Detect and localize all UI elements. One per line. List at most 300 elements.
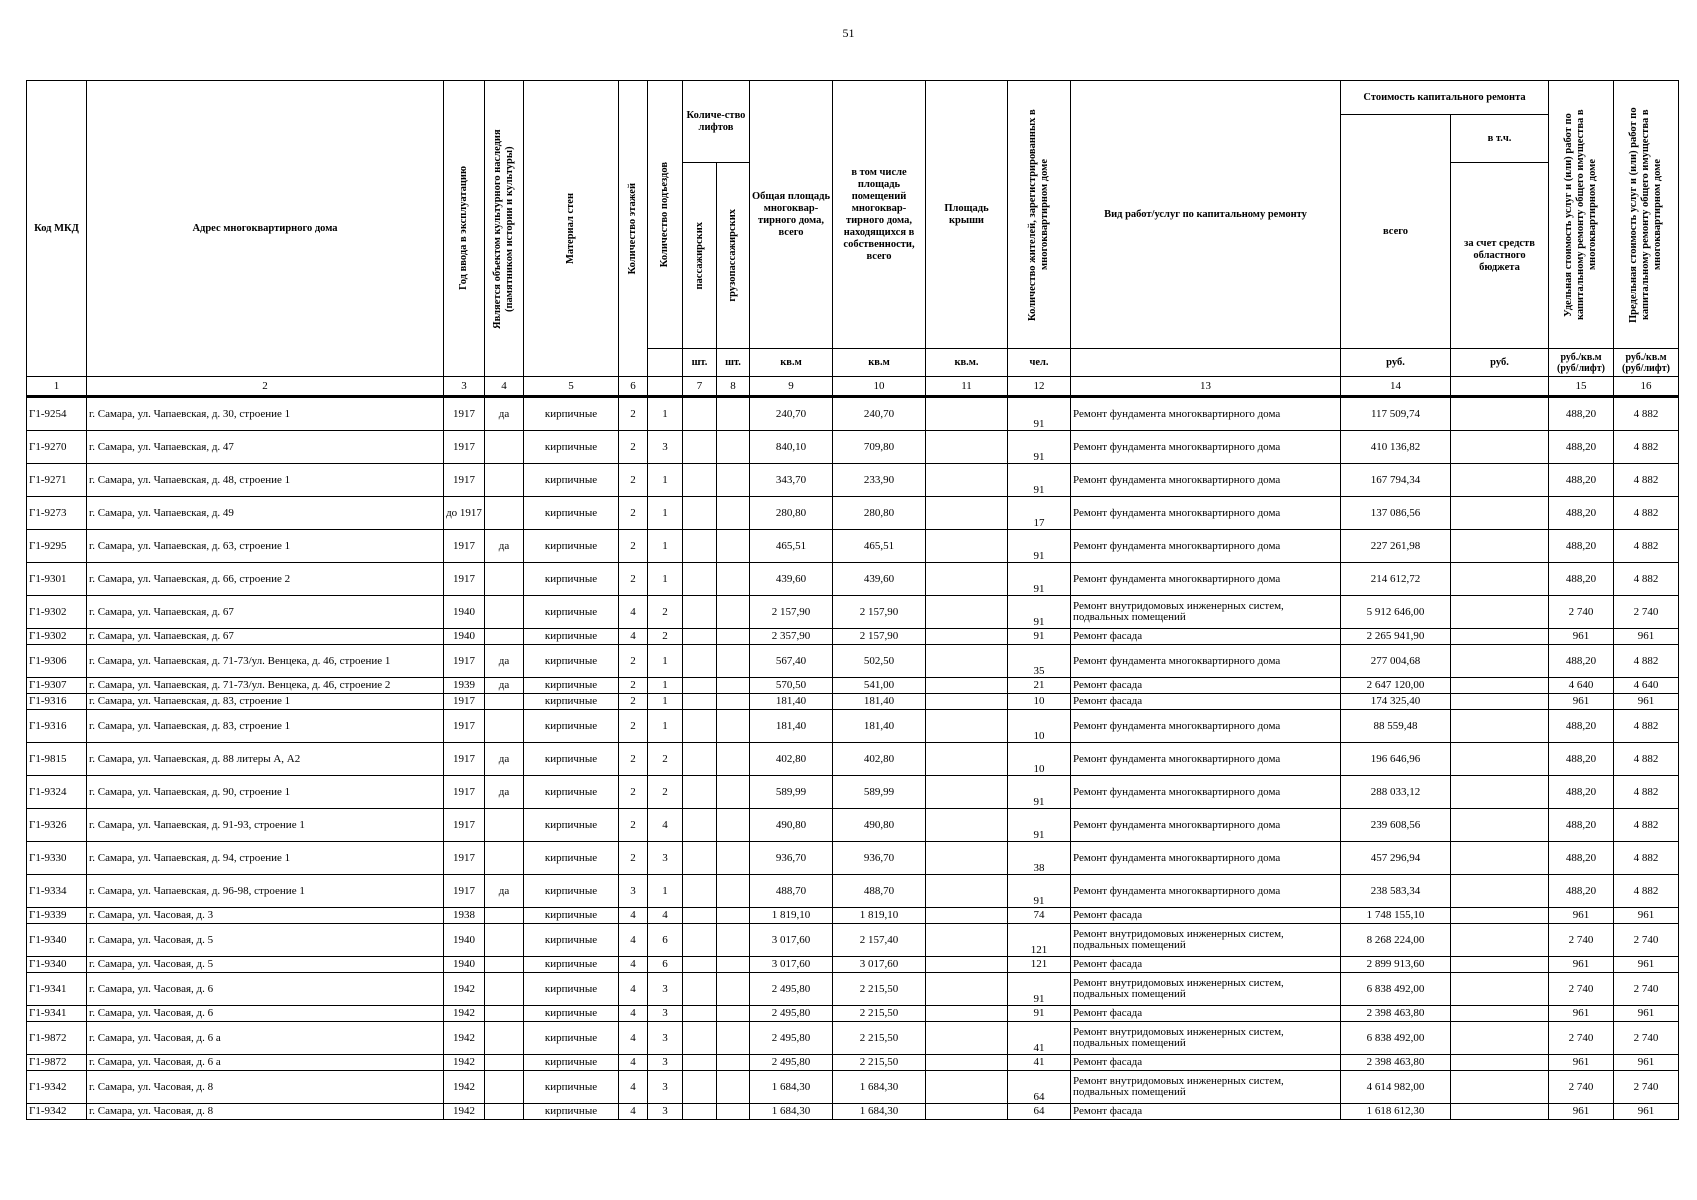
unit-cost: 2 740 [1549, 973, 1614, 1006]
page-number: 51 [842, 26, 855, 40]
total-area: 1 684,30 [750, 1071, 833, 1104]
work-type: Ремонт фундамента многоквартирного дома [1071, 497, 1341, 530]
roof-area [926, 842, 1008, 875]
unit-cost: 488,20 [1549, 809, 1614, 842]
roof-area [926, 678, 1008, 694]
unit-cost: 961 [1549, 957, 1614, 973]
passenger-lifts [683, 776, 717, 809]
passenger-lifts [683, 743, 717, 776]
work-type: Ремонт фундамента многоквартирного дома [1071, 431, 1341, 464]
wall-material: кирпичные [524, 464, 619, 497]
table-row [27, 645, 1679, 678]
cost-total: 8 268 224,00 [1341, 924, 1451, 957]
wall-material: кирпичные [524, 924, 619, 957]
mkd-code: Г1-9340 [27, 924, 87, 957]
owned-area: 402,80 [833, 743, 926, 776]
heritage-flag [485, 809, 524, 842]
total-area: 181,40 [750, 710, 833, 743]
address: г. Самара, ул. Чапаевская, д. 83, строение 1 [87, 710, 444, 743]
wall-material: кирпичные [524, 397, 619, 431]
work-type: Ремонт фундамента многоквартирного дома [1071, 530, 1341, 563]
entrance-count: 3 [648, 1022, 683, 1055]
roof-area [926, 908, 1008, 924]
header-year-cell [444, 81, 485, 377]
cost-total: 239 608,56 [1341, 809, 1451, 842]
cost-regional [1451, 908, 1549, 924]
cost-total: 2 398 463,80 [1341, 1055, 1451, 1071]
cost-regional [1451, 497, 1549, 530]
heritage-flag [485, 629, 524, 645]
residents-count: 64 [1008, 1104, 1071, 1120]
header-cost-group: Стоимость капитального ремонта [1341, 81, 1549, 115]
table-row [27, 694, 1679, 710]
cargo-lifts [717, 776, 750, 809]
commission-year: 1917 [444, 464, 485, 497]
passenger-lifts [683, 530, 717, 563]
cost-total: 227 261,98 [1341, 530, 1451, 563]
commission-year: 1942 [444, 1022, 485, 1055]
column-number: 16 [1614, 377, 1679, 397]
floor-count: 2 [619, 530, 648, 563]
wall-material: кирпичные [524, 629, 619, 645]
unit-cost: 2 740 [1549, 1071, 1614, 1104]
passenger-lifts [683, 645, 717, 678]
max-cost: 4 882 [1614, 776, 1679, 809]
heritage-flag [485, 694, 524, 710]
wall-material: кирпичные [524, 645, 619, 678]
work-type: Ремонт фасада [1071, 629, 1341, 645]
total-area: 181,40 [750, 694, 833, 710]
header-incl: в т.ч. [1451, 115, 1549, 163]
cargo-lifts [717, 694, 750, 710]
residents-count: 10 [1008, 710, 1071, 743]
cost-regional [1451, 1055, 1549, 1071]
owned-area: 709,80 [833, 431, 926, 464]
roof-area [926, 645, 1008, 678]
unit-entrances [648, 349, 683, 377]
cost-total: 5 912 646,00 [1341, 596, 1451, 629]
heritage-flag: да [485, 645, 524, 678]
cost-regional [1451, 743, 1549, 776]
mkd-code: Г1-9326 [27, 809, 87, 842]
wall-material: кирпичные [524, 842, 619, 875]
cost-regional [1451, 1071, 1549, 1104]
heritage-flag: да [485, 776, 524, 809]
owned-area: 3 017,60 [833, 957, 926, 973]
cost-regional [1451, 464, 1549, 497]
commission-year: 1940 [444, 957, 485, 973]
passenger-lifts [683, 973, 717, 1006]
passenger-lifts [683, 694, 717, 710]
max-cost: 2 740 [1614, 973, 1679, 1006]
heritage-flag [485, 710, 524, 743]
work-type: Ремонт фасада [1071, 678, 1341, 694]
unit-cost: 488,20 [1549, 530, 1614, 563]
total-area: 2 157,90 [750, 596, 833, 629]
heritage-flag [485, 1071, 524, 1104]
table-row [27, 973, 1679, 1006]
floor-count: 2 [619, 397, 648, 431]
table-row [27, 530, 1679, 563]
total-area: 2 495,80 [750, 1022, 833, 1055]
owned-area: 2 157,90 [833, 596, 926, 629]
owned-area: 1 684,30 [833, 1071, 926, 1104]
header-lifts-cargo-cell [717, 163, 750, 349]
mkd-code: Г1-9815 [27, 743, 87, 776]
heritage-flag [485, 1006, 524, 1022]
address: г. Самара, ул. Чапаевская, д. 66, строение 2 [87, 563, 444, 596]
mkd-code: Г1-9342 [27, 1071, 87, 1104]
mkd-code: Г1-9254 [27, 397, 87, 431]
header-area-owned: в том числе площадь помещений многоквар-тирного дома, находящихся в собственности, всего [833, 81, 926, 349]
address: г. Самара, ул. Чапаевская, д. 83, строение 1 [87, 694, 444, 710]
floor-count: 4 [619, 1104, 648, 1120]
commission-year: 1917 [444, 397, 485, 431]
mkd-code: Г1-9302 [27, 596, 87, 629]
roof-area [926, 596, 1008, 629]
mkd-code: Г1-9306 [27, 645, 87, 678]
entrance-count: 1 [648, 464, 683, 497]
address: г. Самара, ул. Часовая, д. 6 а [87, 1022, 444, 1055]
heritage-flag [485, 464, 524, 497]
commission-year: 1940 [444, 629, 485, 645]
cost-regional [1451, 875, 1549, 908]
unit-rub-2: руб. [1451, 349, 1549, 377]
cost-total: 2 398 463,80 [1341, 1006, 1451, 1022]
cargo-lifts [717, 1104, 750, 1120]
table-row [27, 629, 1679, 645]
passenger-lifts [683, 563, 717, 596]
floor-count: 2 [619, 678, 648, 694]
cargo-lifts [717, 563, 750, 596]
max-cost: 961 [1614, 629, 1679, 645]
commission-year: 1917 [444, 431, 485, 464]
roof-area [926, 464, 1008, 497]
floor-count: 2 [619, 497, 648, 530]
wall-material: кирпичные [524, 563, 619, 596]
owned-area: 1 684,30 [833, 1104, 926, 1120]
table-row [27, 397, 1679, 431]
work-type: Ремонт фундамента многоквартирного дома [1071, 842, 1341, 875]
residents-count: 38 [1008, 842, 1071, 875]
roof-area [926, 1006, 1008, 1022]
address: г. Самара, ул. Часовая, д. 5 [87, 957, 444, 973]
heritage-flag [485, 924, 524, 957]
table-row [27, 710, 1679, 743]
heritage-flag [485, 563, 524, 596]
cargo-lifts [717, 973, 750, 1006]
roof-area [926, 710, 1008, 743]
commission-year: 1942 [444, 1071, 485, 1104]
max-cost: 4 882 [1614, 397, 1679, 431]
address: г. Самара, ул. Часовая, д. 6 [87, 973, 444, 1006]
cargo-lifts [717, 530, 750, 563]
wall-material: кирпичные [524, 809, 619, 842]
wall-material: кирпичные [524, 596, 619, 629]
total-area: 465,51 [750, 530, 833, 563]
cost-regional [1451, 973, 1549, 1006]
unit-cost: 488,20 [1549, 563, 1614, 596]
cost-total: 167 794,34 [1341, 464, 1451, 497]
address: г. Самара, ул. Чапаевская, д. 47 [87, 431, 444, 464]
total-area: 3 017,60 [750, 957, 833, 973]
max-cost: 4 882 [1614, 875, 1679, 908]
residents-count: 91 [1008, 563, 1071, 596]
passenger-lifts [683, 710, 717, 743]
cargo-lifts [717, 497, 750, 530]
entrance-count: 2 [648, 629, 683, 645]
max-cost: 961 [1614, 1006, 1679, 1022]
cost-regional [1451, 842, 1549, 875]
cost-regional [1451, 645, 1549, 678]
residents-count: 10 [1008, 694, 1071, 710]
unit-cost: 4 640 [1549, 678, 1614, 694]
max-cost: 4 882 [1614, 431, 1679, 464]
unit-cost: 2 740 [1549, 1022, 1614, 1055]
cost-total: 2 899 913,60 [1341, 957, 1451, 973]
mkd-code: Г1-9340 [27, 957, 87, 973]
unit-sqm-2: кв.м [833, 349, 926, 377]
unit-cost: 488,20 [1549, 776, 1614, 809]
column-number: 9 [750, 377, 833, 397]
passenger-lifts [683, 1055, 717, 1071]
cost-regional [1451, 530, 1549, 563]
max-cost: 961 [1614, 1055, 1679, 1071]
cargo-lifts [717, 842, 750, 875]
work-type: Ремонт фасада [1071, 908, 1341, 924]
cost-total: 6 838 492,00 [1341, 1022, 1451, 1055]
work-type: Ремонт фасада [1071, 1104, 1341, 1120]
commission-year: 1942 [444, 1104, 485, 1120]
work-type: Ремонт фундамента многоквартирного дома [1071, 563, 1341, 596]
max-cost: 4 882 [1614, 645, 1679, 678]
owned-area: 2 215,50 [833, 973, 926, 1006]
cost-total: 137 086,56 [1341, 497, 1451, 530]
residents-count: 35 [1008, 645, 1071, 678]
address: г. Самара, ул. Чапаевская, д. 63, строение 1 [87, 530, 444, 563]
unit-pcs-2: шт. [717, 349, 750, 377]
passenger-lifts [683, 1104, 717, 1120]
wall-material: кирпичные [524, 431, 619, 464]
work-type: Ремонт внутридомовых инженерных систем, подвальных помещений [1071, 924, 1341, 957]
owned-area: 181,40 [833, 694, 926, 710]
work-type: Ремонт фасада [1071, 694, 1341, 710]
cargo-lifts [717, 629, 750, 645]
owned-area: 439,60 [833, 563, 926, 596]
cargo-lifts [717, 1055, 750, 1071]
cargo-lifts [717, 596, 750, 629]
wall-material: кирпичные [524, 497, 619, 530]
roof-area [926, 957, 1008, 973]
heritage-flag [485, 973, 524, 1006]
cargo-lifts [717, 743, 750, 776]
max-cost: 961 [1614, 908, 1679, 924]
max-cost: 961 [1614, 957, 1679, 973]
cost-regional [1451, 957, 1549, 973]
column-number [648, 377, 683, 397]
heritage-flag [485, 1022, 524, 1055]
header-material-cell [524, 81, 619, 377]
work-type: Ремонт фундамента многоквартирного дома [1071, 710, 1341, 743]
owned-area: 465,51 [833, 530, 926, 563]
cargo-lifts [717, 1022, 750, 1055]
mkd-code: Г1-9307 [27, 678, 87, 694]
entrance-count: 3 [648, 1006, 683, 1022]
table-row [27, 678, 1679, 694]
work-type: Ремонт фундамента многоквартирного дома [1071, 776, 1341, 809]
total-area: 2 495,80 [750, 973, 833, 1006]
floor-count: 4 [619, 1006, 648, 1022]
max-cost: 961 [1614, 694, 1679, 710]
column-number: 1 [27, 377, 87, 397]
residents-count: 91 [1008, 431, 1071, 464]
entrance-count: 1 [648, 710, 683, 743]
cost-regional [1451, 1022, 1549, 1055]
cargo-lifts [717, 1006, 750, 1022]
header-floors-cell [619, 81, 648, 377]
entrance-count: 1 [648, 875, 683, 908]
column-number: 5 [524, 377, 619, 397]
cost-total: 214 612,72 [1341, 563, 1451, 596]
wall-material: кирпичные [524, 1022, 619, 1055]
roof-area [926, 743, 1008, 776]
column-number: 13 [1071, 377, 1341, 397]
work-type: Ремонт фундамента многоквартирного дома [1071, 645, 1341, 678]
work-type: Ремонт фундамента многоквартирного дома [1071, 743, 1341, 776]
header-cost-total: всего [1341, 115, 1451, 349]
passenger-lifts [683, 397, 717, 431]
unit-cost: 488,20 [1549, 497, 1614, 530]
total-area: 2 357,90 [750, 629, 833, 645]
unit-cost: 961 [1549, 694, 1614, 710]
commission-year: 1940 [444, 924, 485, 957]
heritage-flag [485, 497, 524, 530]
residents-count: 91 [1008, 809, 1071, 842]
heritage-flag [485, 1055, 524, 1071]
max-cost: 2 740 [1614, 1071, 1679, 1104]
residents-count: 10 [1008, 743, 1071, 776]
entrance-count: 2 [648, 743, 683, 776]
floor-count: 2 [619, 464, 648, 497]
unit-sqm-3: кв.м. [926, 349, 1008, 377]
residents-count: 64 [1008, 1071, 1071, 1104]
entrance-count: 3 [648, 973, 683, 1006]
address: г. Самара, ул. Чапаевская, д. 90, строение 1 [87, 776, 444, 809]
residents-count: 17 [1008, 497, 1071, 530]
owned-area: 240,70 [833, 397, 926, 431]
cost-total: 277 004,68 [1341, 645, 1451, 678]
header-address: Адрес многоквартирного дома [87, 81, 444, 377]
heritage-flag: да [485, 678, 524, 694]
passenger-lifts [683, 629, 717, 645]
cost-total: 457 296,94 [1341, 842, 1451, 875]
floor-count: 4 [619, 973, 648, 1006]
unit-cost: 488,20 [1549, 842, 1614, 875]
cost-regional [1451, 809, 1549, 842]
entrance-count: 3 [648, 1104, 683, 1120]
header-floors: Количество этажей [627, 182, 638, 275]
mkd-code: Г1-9295 [27, 530, 87, 563]
passenger-lifts [683, 875, 717, 908]
floor-count: 2 [619, 842, 648, 875]
wall-material: кирпичные [524, 1104, 619, 1120]
max-cost: 2 740 [1614, 1022, 1679, 1055]
residents-count: 121 [1008, 924, 1071, 957]
header-area-total: Общая площадь многоквар-тирного дома, всего [750, 81, 833, 349]
entrance-count: 1 [648, 645, 683, 678]
residents-count: 91 [1008, 973, 1071, 1006]
roof-area [926, 629, 1008, 645]
commission-year: до 1917 [444, 497, 485, 530]
total-area: 567,40 [750, 645, 833, 678]
total-area: 840,10 [750, 431, 833, 464]
floor-count: 2 [619, 710, 648, 743]
unit-cost: 488,20 [1549, 710, 1614, 743]
unit-sqm-1: кв.м [750, 349, 833, 377]
header-entrances: Количество подъездов [659, 161, 670, 268]
entrance-count: 6 [648, 957, 683, 973]
header-roof: Площадь крыши [926, 81, 1008, 349]
roof-area [926, 497, 1008, 530]
max-cost: 4 882 [1614, 464, 1679, 497]
floor-count: 4 [619, 1055, 648, 1071]
unit-rub-1: руб. [1341, 349, 1451, 377]
address: г. Самара, ул. Чапаевская, д. 91-93, строение 1 [87, 809, 444, 842]
address: г. Самара, ул. Часовая, д. 5 [87, 924, 444, 957]
cost-regional [1451, 629, 1549, 645]
owned-area: 502,50 [833, 645, 926, 678]
column-number: 10 [833, 377, 926, 397]
wall-material: кирпичные [524, 908, 619, 924]
residents-count: 41 [1008, 1055, 1071, 1071]
floor-count: 2 [619, 563, 648, 596]
passenger-lifts [683, 957, 717, 973]
max-cost: 4 882 [1614, 563, 1679, 596]
work-type: Ремонт фасада [1071, 1055, 1341, 1071]
commission-year: 1939 [444, 678, 485, 694]
header-unit-cost-cell [1549, 81, 1614, 349]
total-area: 402,80 [750, 743, 833, 776]
cost-regional [1451, 924, 1549, 957]
wall-material: кирпичные [524, 1055, 619, 1071]
cost-total: 238 583,34 [1341, 875, 1451, 908]
wall-material: кирпичные [524, 875, 619, 908]
mkd-code: Г1-9302 [27, 629, 87, 645]
mkd-code: Г1-9342 [27, 1104, 87, 1120]
total-area: 240,70 [750, 397, 833, 431]
header-heritage: Является объектом культурного наследия (памятником истории и культуры) [492, 128, 515, 329]
residents-count: 41 [1008, 1022, 1071, 1055]
floor-count: 2 [619, 694, 648, 710]
work-type: Ремонт внутридомовых инженерных систем, подвальных помещений [1071, 1071, 1341, 1104]
cost-total: 2 647 120,00 [1341, 678, 1451, 694]
cargo-lifts [717, 645, 750, 678]
column-number: 8 [717, 377, 750, 397]
unit-cost: 488,20 [1549, 875, 1614, 908]
address: г. Самара, ул. Часовая, д. 8 [87, 1104, 444, 1120]
floor-count: 4 [619, 1071, 648, 1104]
commission-year: 1917 [444, 743, 485, 776]
address: г. Самара, ул. Чапаевская, д. 49 [87, 497, 444, 530]
residents-count: 91 [1008, 629, 1071, 645]
header-year: Год ввода в эксплуатацию [458, 166, 469, 291]
passenger-lifts [683, 842, 717, 875]
wall-material: кирпичные [524, 694, 619, 710]
max-cost: 4 882 [1614, 743, 1679, 776]
wall-material: кирпичные [524, 530, 619, 563]
header-entrances-cell [648, 81, 683, 349]
cost-total: 174 325,40 [1341, 694, 1451, 710]
